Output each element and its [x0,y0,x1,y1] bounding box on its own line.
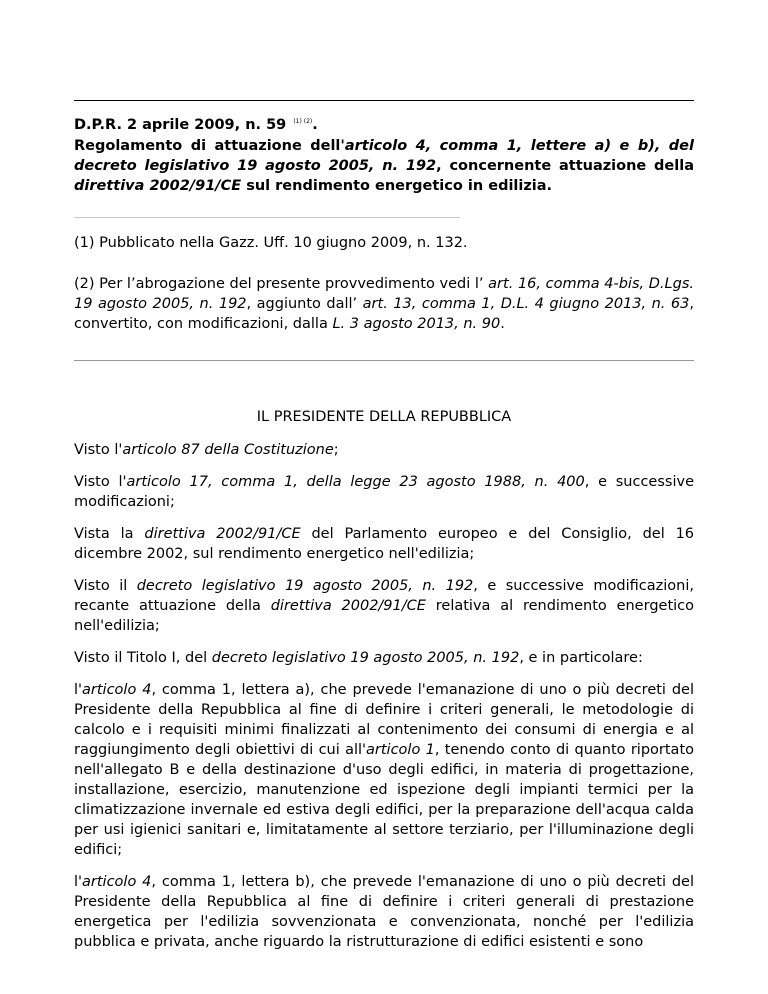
section-divider [74,360,694,361]
link-article-4[interactable]: articolo 4 [82,874,152,890]
footnote-link-art13[interactable]: art. 13, comma 1, D.L. 4 giugno 2013, n. 63 [362,296,690,312]
footnote-1: (1) Pubblicato nella Gazz. Uff. 10 giugno 2009, n. 132. [74,235,468,251]
footnote-refs[interactable]: (1) (2) [293,118,313,125]
link-article-4[interactable]: articolo 4 [82,682,152,698]
paragraph: Visto il decreto legislativo 19 agosto 2005, n. 192, e successive modificazioni, recante attuazione della direttiva 2002/91/CE relativa al rendimento energetico nell'edilizia; [74,578,694,634]
link-decree-192[interactable]: decreto legislativo 19 agosto 2005, n. 192 [211,650,520,666]
document-citation [74,117,318,133]
title-link-article[interactable]: articolo 4, comma 1, lettere a) e b), del decreto legislativo 19 agosto 2005, n. 192 [74,138,694,174]
paragraph: Visto l'articolo 87 della Costituzione; [74,442,339,458]
citation-period: . [312,117,318,133]
footnote-link-law90[interactable]: L. 3 agosto 2013, n. 90 [332,316,501,332]
section-heading: IL PRESIDENTE DELLA REPUBBLICA [256,409,512,425]
paragraph: Visto il Titolo I, del decreto legislativo 19 agosto 2005, n. 192, e in particolare: [74,650,643,666]
link-directive[interactable]: direttiva 2002/91/CE [144,526,301,542]
footnote-2: (2) Per l’abrogazione del presente provvedimento vedi l’ art. 16, comma 4-bis, D.Lgs. 19 agosto 2005, n. 192, aggiunto dall’ art. 13, comma 1, D.L. 4 giugno 2013, n. 63, convertito, con modificazioni, dalla L. 3 agosto 2013, n. 90. [74,276,694,332]
short-divider [74,217,460,218]
title-link-directive[interactable]: direttiva 2002/91/CE [74,178,242,194]
paragraph: l'articolo 4, comma 1, lettera b), che prevede l'emanazione di uno o più decreti del Presidente della Repubblica al fine di definire i criteri generali di prestazione energetica per l'edilizia sovvenzionata e convenzionata, nonché per l'edilizia pubblica e privata, anche riguardo la ristrutturazione di edifici esistenti e sono [74,874,694,950]
citation-text: D.P.R. 2 aprile 2009, n. 59 [74,117,287,133]
link-article-1[interactable]: articolo 1 [366,742,435,758]
document-title: Regolamento di attuazione dell'articolo 4, comma 1, lettere a) e b), del decreto legislativo 19 agosto 2005, n. 192, concernente attuazione della direttiva 2002/91/CE sul rendimento energetico in edilizia. [74,138,694,194]
paragraph: Vista la direttiva 2002/91/CE del Parlamento europeo e del Consiglio, del 16 dicembre 2002, sul rendimento energetico nell'edilizia; [74,526,695,562]
document-body [74,440,694,964]
paragraph: Visto l'articolo 17, comma 1, della legge 23 agosto 1988, n. 400, e successive modificazioni; [74,474,694,510]
paragraph: l'articolo 4, comma 1, lettera a), che prevede l'emanazione di uno o più decreti del Presidente della Repubblica al fine di definire i criteri generali, le metodologie di calcolo e i requisiti minimi finalizzati al contenimento dei consumi di energia e al raggiungimento degli obiettivi di cui all'articolo 1, tenendo conto di quanto riportato nell'allegato B e della destinazione d'uso degli edifici, in materia di progettazione, installazione, esercizio, manutenzione ed ispezione degli impianti termici per la climatizzazione invernale ed estiva degli edifici, per la preparazione dell'acqua calda per usi igienici sanitari e, limitatamente al settore terziario, per l'illuminazione degli edifici; [74,682,695,858]
footnote-link-art16[interactable]: art. 16, comma 4-bis, D.Lgs. 19 agosto 2005, n. 192 [74,276,694,312]
link-constitution[interactable]: articolo 87 della Costituzione [122,442,334,458]
link-decree-192[interactable]: decreto legislativo 19 agosto 2005, n. 192 [136,578,474,594]
link-law-400[interactable]: articolo 17, comma 1, della legge 23 agosto 1988, n. 400 [126,474,585,490]
top-divider [74,100,694,101]
link-directive[interactable]: direttiva 2002/91/CE [270,598,426,614]
